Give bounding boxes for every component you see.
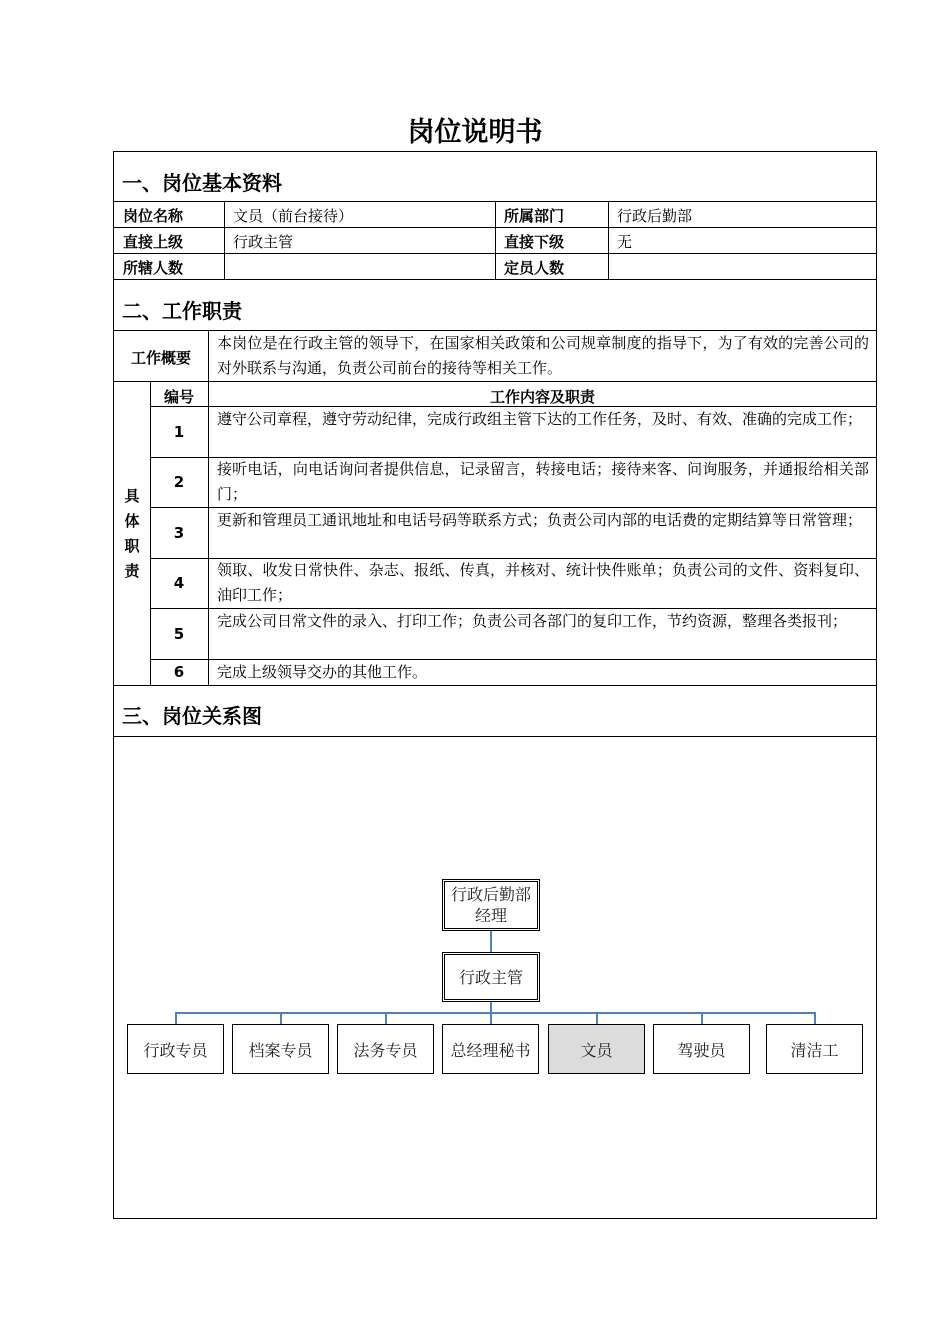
side-label-char: 具 <box>124 487 140 505</box>
org-node-driver: 驾驶员 <box>653 1024 750 1074</box>
org-connector <box>814 1012 816 1024</box>
duty-text: 完成公司日常文件的录入、打印工作；负责公司各部门的复印工作，节约资源，整理各类报刊； <box>217 612 848 630</box>
value-direct-superior: 行政主管 <box>233 233 294 251</box>
duty-text: 接听电话，向电话询问者提供信息，记录留言，转接电话；接待来客、问询服务，并通报给相关部门； <box>217 460 869 503</box>
duty-number: 4 <box>173 574 185 592</box>
duty-number: 3 <box>173 524 185 542</box>
org-node-clerk-current: 文员 <box>548 1024 645 1074</box>
value-direct-subordinate: 无 <box>617 233 633 251</box>
label-department: 所属部门 <box>504 207 565 225</box>
duty-number: 5 <box>173 625 185 643</box>
duty-number: 6 <box>173 663 185 681</box>
org-connector <box>280 1012 282 1024</box>
org-connector <box>490 930 492 953</box>
overview-text: 本岗位是在行政主管的领导下，在国家相关政策和公司规章制度的指导下，为了有效的完善公司的对外联系与沟通，负责公司前台的接待等相关工作。 <box>217 334 869 377</box>
org-node-legal-specialist: 法务专员 <box>337 1024 434 1074</box>
label-direct-superior: 直接上级 <box>123 233 184 251</box>
side-label-char: 体 <box>124 512 140 530</box>
duty-text: 完成上级领导交办的其他工作。 <box>217 663 428 681</box>
label-position-name: 岗位名称 <box>123 207 184 225</box>
value-position-name: 文员（前台接待） <box>233 207 354 225</box>
table-rule <box>113 736 877 737</box>
org-connector <box>385 1012 387 1024</box>
org-node-archive-specialist: 档案专员 <box>232 1024 329 1074</box>
table-rule <box>208 330 209 685</box>
label-work-overview: 工作概要 <box>130 349 191 367</box>
label-managed-count: 所辖人数 <box>123 259 184 277</box>
table-rule <box>113 279 877 280</box>
duty-text: 更新和管理员工通讯地址和电话号码等联系方式；负责公司内部的电话费的定期结算等日常管理； <box>217 511 863 529</box>
value-department: 行政后勤部 <box>617 207 693 225</box>
table-rule <box>224 201 225 279</box>
table-rule <box>113 381 877 382</box>
section-heading-relationship-chart: 三、岗位关系图 <box>122 704 262 728</box>
org-node-gm-secretary: 总经理秘书 <box>442 1024 539 1074</box>
org-node-label: 行政后勤部经理 <box>450 885 531 925</box>
org-connector <box>175 1012 177 1024</box>
org-connector <box>490 1001 492 1012</box>
side-label-char: 责 <box>124 562 140 580</box>
label-direct-subordinate: 直接下级 <box>504 233 565 251</box>
column-header-number: 编号 <box>163 388 194 406</box>
org-node-cleaner: 清洁工 <box>766 1024 863 1074</box>
table-rule <box>608 201 609 279</box>
org-connector <box>175 1012 816 1014</box>
org-node-admin-specialist: 行政专员 <box>127 1024 224 1074</box>
label-staffing-count: 定员人数 <box>504 259 565 277</box>
org-node-label: 行政主管 <box>458 967 523 987</box>
table-rule <box>113 685 877 686</box>
label-specific-duties <box>114 484 150 584</box>
org-node-admin-supervisor <box>442 952 540 1002</box>
table-rule <box>495 201 496 279</box>
page-title: 岗位说明书 <box>407 117 543 148</box>
duty-number: 2 <box>173 473 185 491</box>
column-header-content: 工作内容及职责 <box>489 388 595 406</box>
section-heading-basic-info: 一、岗位基本资料 <box>122 171 282 195</box>
org-connector <box>701 1012 703 1024</box>
duty-text: 遵守公司章程，遵守劳动纪律，完成行政组主管下达的工作任务，及时、有效、准确的完成工作； <box>217 410 863 428</box>
side-label-char: 职 <box>124 537 140 555</box>
org-node-dept-manager <box>442 879 540 931</box>
duty-number: 1 <box>173 423 185 441</box>
org-connector <box>490 1012 492 1024</box>
org-connector <box>596 1012 598 1024</box>
section-heading-duties: 二、工作职责 <box>122 299 242 323</box>
duty-text: 领取、收发日常快件、杂志、报纸、传真，并核对、统计快件账单；负责公司的文件、资料复印、油印工作； <box>217 561 869 604</box>
